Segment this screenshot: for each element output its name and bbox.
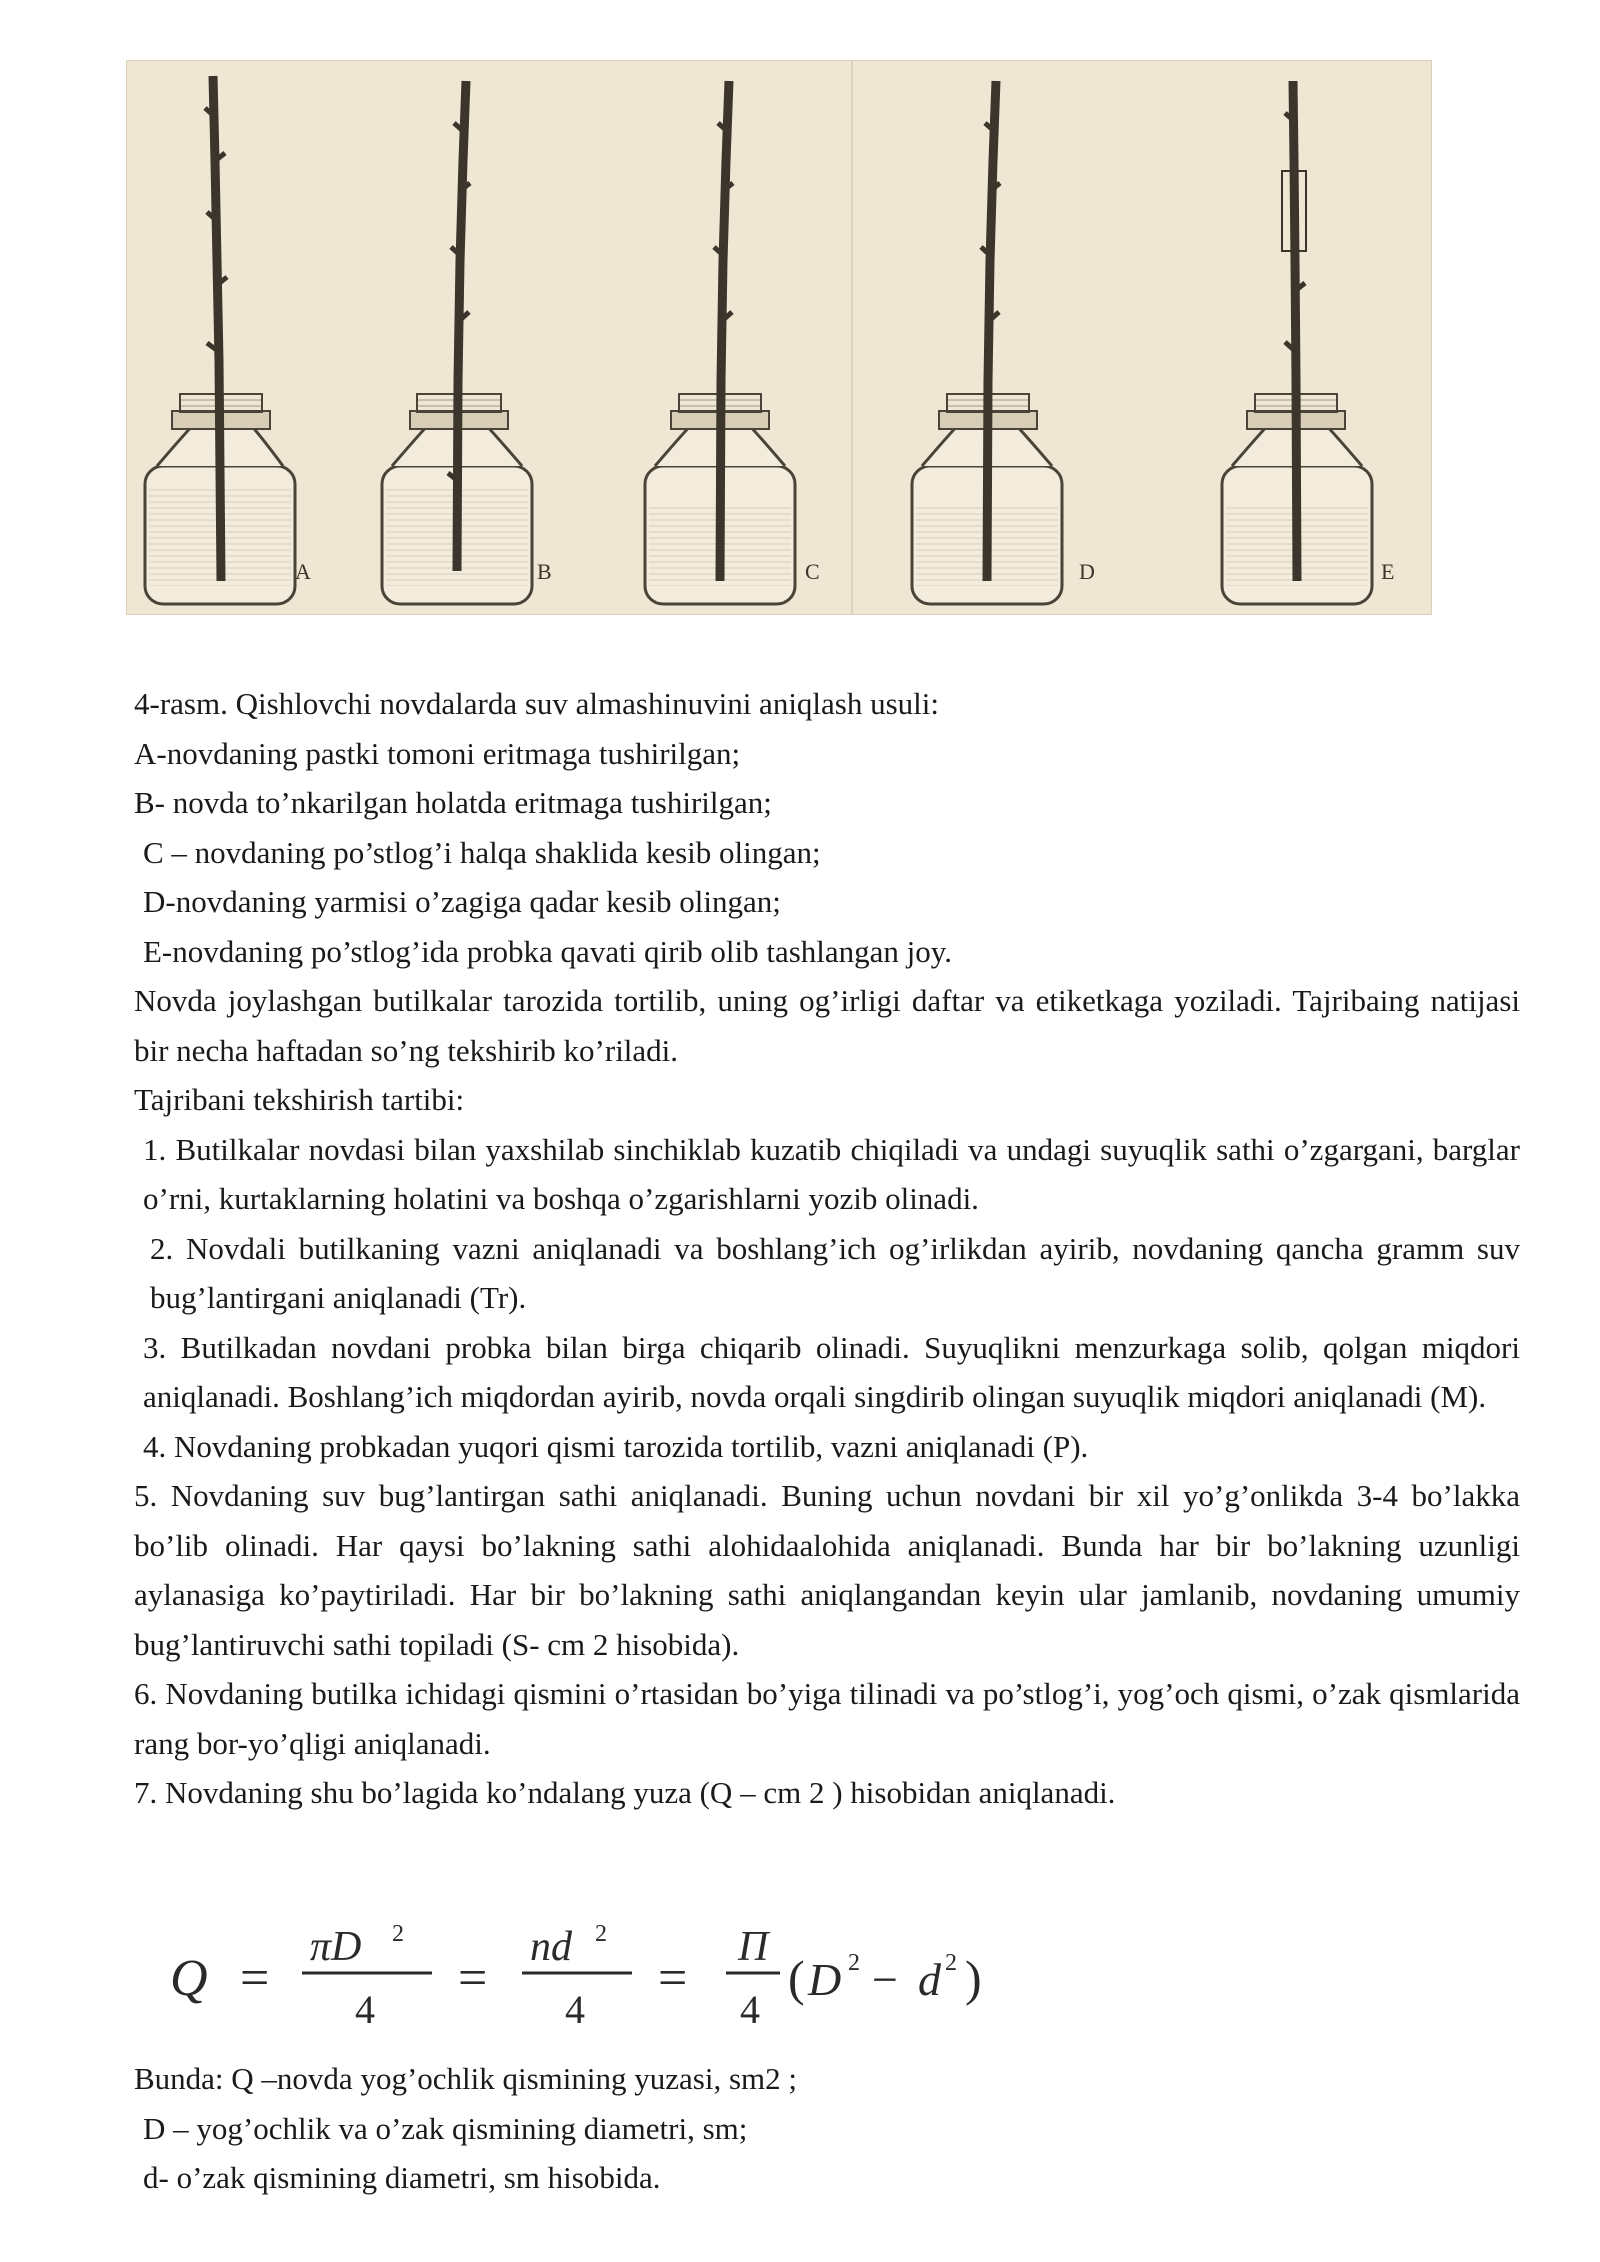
panel-label-a: A bbox=[295, 559, 311, 584]
panel-label-b: B bbox=[537, 559, 552, 584]
procedure-step-2: 2. Novdali butilkaning vazni aniqlanadi va boshlang’ich og’irlikdan ayirib, novdaning qancha gramm suv bug’lantirgani aniqlanadi (Tr). bbox=[150, 1230, 1520, 1315]
figure-caption-title: 4-rasm. Qishlovchi novdalarda suv almashinuvini aniqlash usuli: bbox=[134, 686, 940, 721]
formula-big-d: D bbox=[808, 1954, 842, 2005]
caption-item-d: D-novdaning yarmisi o’zagiga qadar kesib olingan; bbox=[143, 884, 781, 919]
formula-f2-num: nd bbox=[530, 1924, 572, 1970]
main-text bbox=[134, 679, 1520, 1818]
formula-small-d-exp: 2 bbox=[945, 1950, 957, 1976]
formula-f3-den: 4 bbox=[740, 1987, 760, 2032]
panel-label-d: D bbox=[1079, 559, 1095, 584]
formula-paren-open: ( bbox=[788, 1950, 805, 2006]
formula-f2-den: 4 bbox=[565, 1987, 585, 2032]
formula-f1-exp: 2 bbox=[392, 1921, 404, 1947]
bottles-illustration bbox=[127, 61, 1431, 614]
legend-line-q: Bunda: Q –novda yog’ochlik qismining yuzasi, sm2 ; bbox=[134, 2061, 798, 2096]
area-formula bbox=[170, 1915, 1170, 2035]
caption-item-b: B- novda to’nkarilgan holatda eritmaga tushirilgan; bbox=[134, 785, 772, 820]
bottle-d bbox=[912, 81, 1095, 604]
procedure-step-4: 4. Novdaning probkadan yuqori qismi tarozida tortilib, vazni aniqlanadi (P). bbox=[143, 1428, 1089, 1464]
formula-eq-1: = bbox=[240, 1950, 270, 2007]
formula-f2-exp: 2 bbox=[595, 1921, 607, 1947]
formula-lhs: Q bbox=[170, 1950, 208, 2007]
formula-f1-den: 4 bbox=[355, 1987, 375, 2032]
procedure-step-7: 7. Novdaning shu bo’lagida ko’ndalang yuza (Q – cm 2 ) hisobidan aniqlanadi. bbox=[134, 1775, 1116, 1810]
formula-small-d: d bbox=[918, 1954, 941, 2005]
legend-line-small-d: d- o’zak qismining diametri, sm hisobida. bbox=[143, 2160, 661, 2195]
formula-eq-3: = bbox=[658, 1950, 688, 2007]
bottle-b bbox=[382, 81, 552, 604]
caption-item-a: A-novdaning pastki tomoni eritmaga tushirilgan; bbox=[134, 735, 741, 771]
legend-line-big-d: D – yog’ochlik va o’zak qismining diametri, sm; bbox=[143, 2110, 748, 2146]
experiment-figure bbox=[126, 60, 1432, 615]
formula-eq-2: = bbox=[458, 1950, 488, 2007]
formula-f1-num: πD bbox=[310, 1924, 362, 1970]
procedure-step-5: 5. Novdaning suv bug’lantirgan sathi aniqlanadi. Buning uchun novdani bir xil yo’g’onlikda 3-4 bo’lakka bo’lib olinadi. Har qaysi bo’lakning sathi alohidaalohida aniqlanadi. Bunda har bir bo’lakning uzunligi aylanasiga ko’paytiriladi. Har bir bo’lakning sathi aniqlangandan keyin ular jamlanib, novdaning umumiy bug’lantiruvchi sathi topiladi (S- cm 2 hisobida). bbox=[134, 1478, 1520, 1662]
bottle-a bbox=[145, 76, 311, 604]
caption-item-c: C – novdaning po’stlog’i halqa shaklida kesib olingan; bbox=[143, 834, 821, 870]
formula-paren-close: ) bbox=[965, 1950, 982, 2006]
procedure-step-3: 3. Butilkadan novdani probka bilan birga chiqarib olinadi. Suyuqlikni menzurkaga solib, qolgan miqdori aniqlanadi. Boshlang’ich miqdordan ayirib, novda orqali singdirib olingan suyuqlik miqdori aniqlanadi (M). bbox=[143, 1329, 1520, 1414]
panel-label-c: C bbox=[805, 559, 820, 584]
procedure-title: Tajribani tekshirish tartibi: bbox=[134, 1082, 465, 1117]
formula-minus: − bbox=[872, 1954, 898, 2005]
procedure-step-6: 6. Novdaning butilka ichidagi qismini o’rtasidan bo’yiga tilinadi va po’stlog’i, yog’och qismi, o’zak qismlarida rang bor-yo’qligi aniqlanadi. bbox=[134, 1676, 1520, 1761]
bottle-e bbox=[1222, 81, 1394, 604]
formula-big-d-exp: 2 bbox=[848, 1950, 860, 1976]
panel-label-e: E bbox=[1381, 559, 1395, 584]
procedure-step-1: 1. Butilkalar novdasi bilan yaxshilab sinchiklab kuzatib chiqiladi va undagi suyuqlik sathi o’zgargani, barglar o’rni, kurtaklarning holatini va boshqa o’zgarishlarni yozib olinadi. bbox=[143, 1131, 1520, 1216]
formula-f3-num: Π bbox=[738, 1924, 769, 1970]
intro-paragraph: Novda joylashgan butilkalar tarozida tortilib, uning og’irligi daftar va etiketkaga yoziladi. Tajribaing natijasi bir necha haftadan so’ng tekshirib ko’riladi. bbox=[134, 983, 1520, 1068]
caption-item-e: E-novdaning po’stlog’ida probka qavati qirib olib tashlangan joy. bbox=[143, 933, 952, 969]
formula-legend bbox=[134, 2054, 1520, 2203]
bottle-c bbox=[645, 81, 820, 604]
